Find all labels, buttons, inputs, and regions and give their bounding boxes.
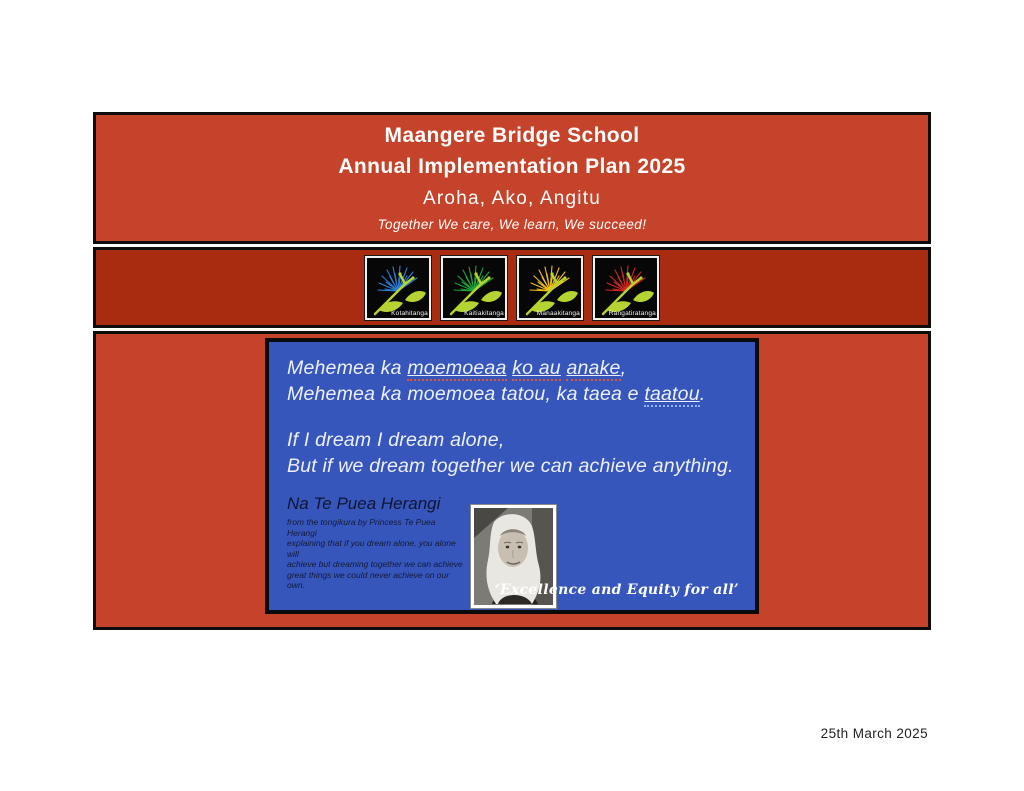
attribution-note-line: achieve but dreaming together we can achieve <box>287 559 463 569</box>
pohutukawa-flower-icon <box>443 258 505 318</box>
attribution-note-line: from the tongikura by Princess Te Puea Herangi <box>287 517 436 538</box>
pohutukawa-flower-icon <box>519 258 581 318</box>
value-logo <box>593 256 659 320</box>
quote-line-maori: Mehemea ka moemoea tatou, ka taea e taatou. <box>287 383 706 405</box>
school-motto: Aroha, Ako, Angitu <box>423 188 601 209</box>
value-label: Kotahitanga <box>391 309 428 317</box>
quote-line-maori: Mehemea ka moemoeaa ko au anake, <box>287 357 627 379</box>
header-banner <box>93 112 931 244</box>
value-logo <box>517 256 583 320</box>
value-label: Manaakitanga <box>536 309 580 317</box>
values-strip <box>93 247 931 328</box>
pohutukawa-flower-icon <box>367 258 429 318</box>
quote-line-english: If I dream I dream alone, <box>287 429 505 451</box>
value-label: Kaitiakitanga <box>464 309 504 317</box>
school-name: Maangere Bridge School <box>384 124 640 147</box>
quote-line-english: But if we dream together we can achieve anything. <box>287 455 734 477</box>
quote-maori-lines <box>287 355 741 407</box>
script-quote: ‘Excellence and Equity for all’ <box>494 582 739 598</box>
quote-attribution <box>287 494 467 591</box>
quote-spacer <box>287 407 741 427</box>
quote-english-lines <box>287 427 741 479</box>
attribution-note-line: great things we could never achieve on our own. <box>287 569 450 590</box>
quote-text <box>269 342 755 479</box>
school-tagline: Together We care, We learn, We succeed! <box>377 217 647 232</box>
value-logo <box>365 256 431 320</box>
plan-title: Annual Implementation Plan 2025 <box>338 155 686 178</box>
quote-panel <box>265 338 759 614</box>
attribution-note <box>287 517 467 591</box>
footer-date: 25th March 2025 <box>820 726 928 741</box>
value-logo <box>441 256 507 320</box>
attribution-note-line: explaining that if you dream alone, you alone will <box>287 538 456 559</box>
attribution-name: Na Te Puea Herangi <box>287 494 441 513</box>
value-label: Rangatiratanga <box>608 309 656 317</box>
pohutukawa-flower-icon <box>595 258 657 318</box>
